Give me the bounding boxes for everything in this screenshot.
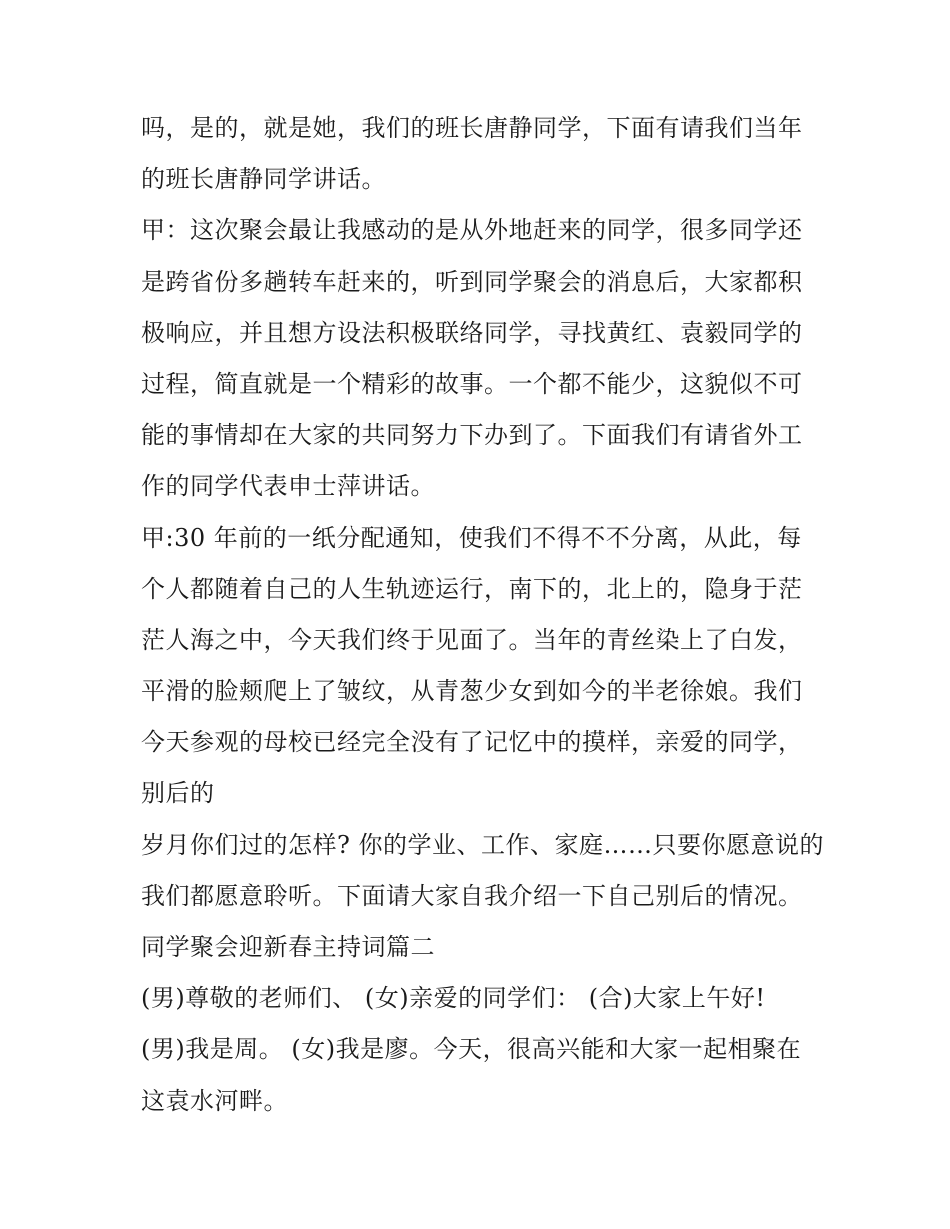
text-line: 过程，简直就是一个精彩的故事。一个都不能少，这貌似不可 bbox=[141, 369, 803, 398]
text-line: 个人都随着自己的人生轨迹运行，南下的，北上的，隐身于茫 bbox=[141, 574, 803, 603]
text-line: 平滑的脸颊爬上了皱纹，从青葱少女到如今的半老徐娘。我们 bbox=[141, 677, 803, 706]
text-line: 作的同学代表申士萍讲话。 bbox=[141, 472, 435, 501]
text-line: 的班长唐静同学讲话。 bbox=[141, 165, 386, 194]
text-line: 吗，是的，就是她，我们的班长唐静同学，下面有请我们当年 bbox=[141, 114, 803, 142]
text-line: 茫人海之中，今天我们终于见面了。当年的青丝染上了白发， bbox=[141, 625, 803, 654]
text-line: 能的事情却在大家的共同努力下办到了。下面我们有请省外工 bbox=[141, 421, 803, 450]
text-line: 甲：这次聚会最让我感动的是从外地赶来的同学，很多同学还 bbox=[141, 216, 803, 245]
text-line: 今天参观的母校已经完全没有了记忆中的摸样，亲爱的同学， bbox=[141, 728, 803, 757]
document-body bbox=[141, 103, 824, 1127]
text-line: 是跨省份多趟转车赶来的，听到同学聚会的消息后，大家都积 bbox=[141, 267, 803, 296]
text-line: 这袁水河畔。 bbox=[141, 1086, 288, 1115]
text-line: (男)尊敬的老师们、 (女)亲爱的同学们： (合)大家上午好! bbox=[141, 984, 766, 1013]
text-line: 我们都愿意聆听。下面请大家自我介绍一下自己别后的情况。 bbox=[141, 881, 803, 910]
text-line: 甲:30 年前的一纸分配通知，使我们不得不不分离，从此，每 bbox=[141, 523, 802, 552]
section-heading: 同学聚会迎新春主持词篇二 bbox=[141, 933, 435, 961]
text-line: 岁月你们过的怎样? 你的学业、工作、家庭……只要你愿意说的 bbox=[141, 830, 824, 859]
text-line: 极响应，并且想方设法积极联络同学，寻找黄红、袁毅同学的 bbox=[141, 318, 803, 347]
text-line: (男)我是周。 (女)我是廖。今天，很高兴能和大家一起相聚在 bbox=[141, 1035, 802, 1064]
text-line: 别后的 bbox=[141, 779, 215, 808]
